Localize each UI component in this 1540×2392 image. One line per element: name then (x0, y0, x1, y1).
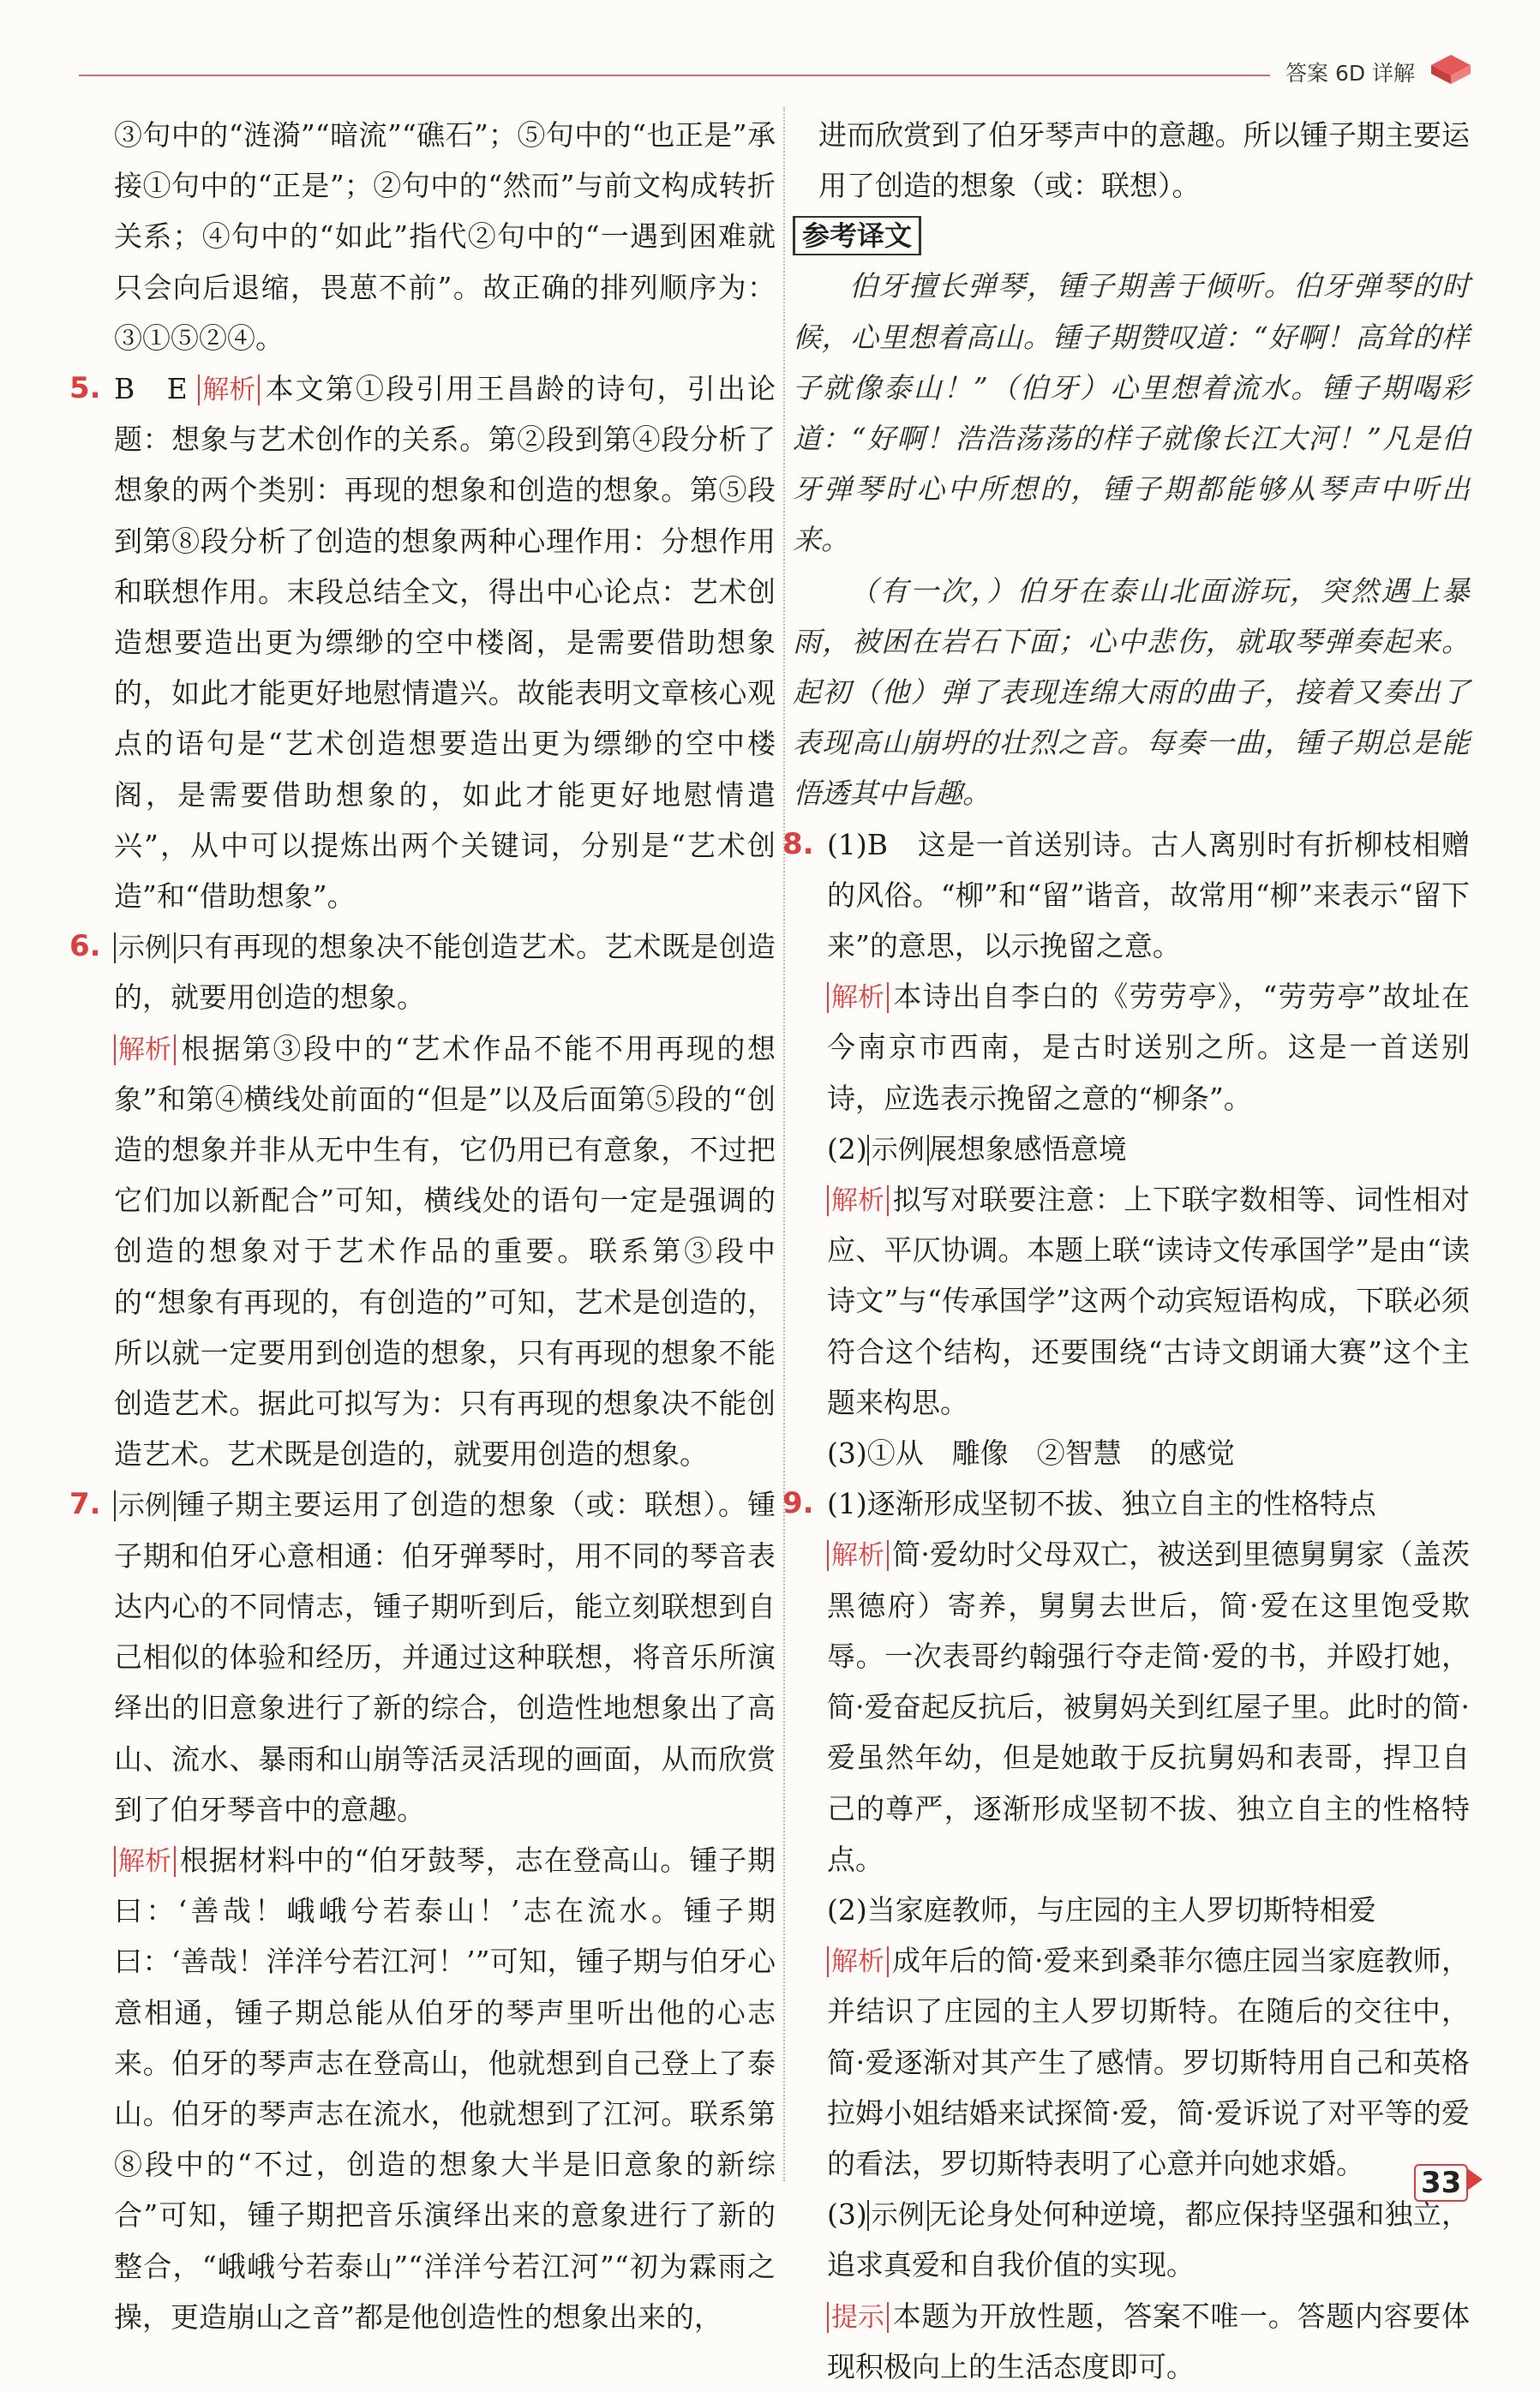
analysis-text: 拟写对联要注意：上下联字数相等、词性相对应、平仄协调。本题上联“读诗文传承国学”是由“读诗文”与“传承国学”这两个动宾短语构成，下联必须符合这个结构，还要围绕“古诗文朗诵大赛”这个主题来构思。 (827, 1183, 1470, 1419)
translation-paragraph: （有一次，）伯牙在泰山北面游玩，突然遇上暴雨，被困在岩石下面；心中悲伤，就取琴弹奏起来。起初（他）弹了表现连绵大雨的曲子，接着又奏出了表现高山崩坍的壮烈之音。每奏一曲，锺子期总是能悟透其中旨趣。 (793, 573, 1470, 811)
hint-text: 本题为开放性题，答案不唯一。答题内容要体现积极向上的生活态度即可。 (827, 2299, 1470, 2383)
question-6 (69, 921, 776, 1479)
header-rule (79, 75, 1270, 76)
analysis-text: 简·爱幼时父母双亡，被送到里德舅舅家（盖茨黑德府）寄养，舅舅去世后，简·爱在这里饱受欺辱。一次表哥约翰强行夺走简·爱的书，并殴打她，简·爱奋起反抗后，被舅妈关到红屋子里。此时的简·爱虽然年幼，但是她敢于反抗舅妈和表哥，捍卫自己的尊严，逐渐形成坚韧不拔、独立自主的性格特点。 (827, 1538, 1470, 1876)
reference-title: 参考译文 (793, 216, 921, 255)
question-number: 7. (69, 1487, 101, 1522)
column-divider (783, 107, 785, 2181)
answer: (1)逐渐形成坚韧不拔、独立自主的性格特点 (827, 1487, 1376, 1521)
hint-tag: 提示 (827, 2302, 889, 2333)
question-8 (782, 819, 1470, 1479)
book-logo-icon (1429, 51, 1472, 87)
analysis-tag: 解析 (198, 375, 260, 405)
example-tag: 示例 (114, 1490, 176, 1521)
analysis-text: 本文第①段引用王昌龄的诗句，引出论题：想象与艺术创作的关系。第②段到第④段分析了想象的两个类别：再现的想象和创造的想象。第⑤段到第⑧段分析了创造的想象两种心理作用：分想作用和联想作用。末段总结全文，得出中心论点：艺术创造想要造出更为缥缈的空中楼阁，是需要借助想象的，如此才能更好地慰情遣兴。故能表明文章核心观点的语句是“艺术创造想要造出更为缥缈的空中楼阁，是需要借助想象的，如此才能更好地慰情遣兴”，从中可以提炼出两个关键词，分别是“艺术创造”和“借助想象”。 (114, 372, 776, 914)
answer: B E (114, 372, 188, 406)
q7-continuation: 进而欣赏到了伯牙琴声中的意趣。所以锺子期主要运用了创造的想象（或：联想）。 (818, 118, 1470, 203)
answer: 锺子期主要运用了创造的想象（或：联想）。锺子期和伯牙心意相通：伯牙弹琴时，用不同的琴音表达内心的不同情志，锺子期听到后，能立刻联想到自己相似的体验和经历，并通过这种联想，将音乐所演绎出的旧意象进行了新的综合，创造性地想象出了高山、流水、暴雨和山崩等活灵活现的画面，从而欣赏到了伯牙琴音中的意趣。 (114, 1488, 776, 1826)
example-tag: 示例 (114, 932, 176, 963)
answer: (2)当家庭教师，与庄园的主人罗切斯特相爱 (827, 1892, 1376, 1927)
analysis-tag: 解析 (827, 1946, 889, 1977)
answer: 展想象感悟意境 (928, 1131, 1127, 1166)
page-corner-icon (1464, 2161, 1486, 2197)
reference-translation (793, 211, 1470, 818)
analysis-text: 根据材料中的“伯牙鼓琴，志在登高山。锺子期曰：‘善哉！峨峨兮若泰山！’志在流水。锺子期曰：‘善哉！洋洋兮若江河！’”可知，锺子期与伯牙心意相通，锺子期总能从伯牙的琴声里听出他的心志来。伯牙的琴声志在登高山，他就想到自己登上了泰山。伯牙的琴声志在流水，他就想到了江河。联系第⑧段中的“不过，创造的想象大半是旧意象的新综合”可知，锺子期把音乐演绎出来的意象进行了新的整合，“峨峨兮若泰山”“洋洋兮若江河”“初为霖雨之操，更造崩山之音”都是他创造性的想象出来的， (114, 1843, 776, 2334)
analysis-tag: 解析 (114, 1034, 176, 1065)
q4-continuation: ③句中的“涟漪”“暗流”“礁石”；⑤句中的“也正是”承接①句中的“正是”；②句中的“然而”与前文构成转折关系；④句中的“如此”指代②句中的“一遇到困难就只会向后退缩，畏葸不前”。故正确的排列顺序为：③①⑤②④。 (114, 118, 776, 355)
question-number: 9. (782, 1486, 814, 1521)
analysis-tag: 解析 (114, 1846, 176, 1877)
question-number: 5. (69, 371, 101, 406)
question-7 (69, 1479, 776, 2341)
right-column (782, 110, 1470, 2392)
example-tag: 示例 (867, 2200, 929, 2231)
example-tag: 示例 (867, 1135, 929, 1166)
sub-question-label: (2) (827, 1131, 867, 1166)
answer: (3)①从 雕像 ②智慧 的感觉 (827, 1436, 1235, 1471)
answer: (1)B 这是一首送别诗。古人离别时有折柳枝相赠的风俗。“柳”和“留”谐音，故常用“柳”来表示“留下来”的意思，以示挽留之意。 (827, 827, 1470, 963)
analysis-text: 根据第③段中的“艺术作品不能不用再现的想象”和第④横线处前面的“但是”以及后面第⑤段的“创造的想象并非从无中生有，它仍用已有意象，不过把它们加以新配合”可知，横线处的语句一定是强调的创造的想象对于艺术作品的重要。联系第③段中的“想象有再现的，有创造的”可知，艺术是创造的，所以就一定要用到创造的想象，只有再现的想象不能创造艺术。据此可拟写为：只有再现的想象决不能创造艺术。艺术既是创造的，就要用创造的想象。 (114, 1031, 776, 1472)
page-number: 33 (1414, 2164, 1468, 2202)
question-number: 6. (69, 929, 101, 964)
analysis-tag: 解析 (827, 1185, 889, 1216)
translation-paragraph: 伯牙擅长弹琴，锺子期善于倾听。伯牙弹琴的时候，心里想着高山。锺子期赞叹道：“好啊！高耸的样子就像泰山！”（伯牙）心里想着流水。锺子期喝彩道：“好啊！浩浩荡荡的样子就像长江大河！”凡是伯牙弹琴时心中所想的，锺子期都能够从琴声中听出来。 (793, 269, 1470, 557)
header-label: 答案 6D 详解 (1285, 61, 1416, 86)
question-9 (782, 1478, 1470, 2392)
question-5 (69, 363, 776, 921)
analysis-tag: 解析 (827, 982, 889, 1013)
answer: 无论身处何种逆境，都应保持坚强和独立，追求真爱和自我价值的实现。 (827, 2197, 1470, 2282)
analysis-tag: 解析 (827, 1540, 889, 1571)
analysis-text: 本诗出自李白的《劳劳亭》，“劳劳亭”故址在今南京市西南，是古时送别之所。这是一首送别诗，应选表示挽留之意的“柳条”。 (827, 980, 1470, 1115)
analysis-text: 成年后的简·爱来到桑菲尔德庄园当家庭教师，并结识了庄园的主人罗切斯特。在随后的交往中，简·爱逐渐对其产生了感情。罗切斯特用自己和英格拉姆小姐结婚来试探简·爱，简·爱诉说了对平等的爱的看法，罗切斯特表明了心意并向她求婚。 (827, 1944, 1470, 2180)
left-column (69, 110, 776, 2342)
answer: 只有再现的想象决不能创造艺术。艺术既是创造的，就要用创造的想象。 (114, 930, 776, 1015)
sub-question-label: (3) (827, 2197, 867, 2232)
question-number: 8. (782, 826, 814, 861)
